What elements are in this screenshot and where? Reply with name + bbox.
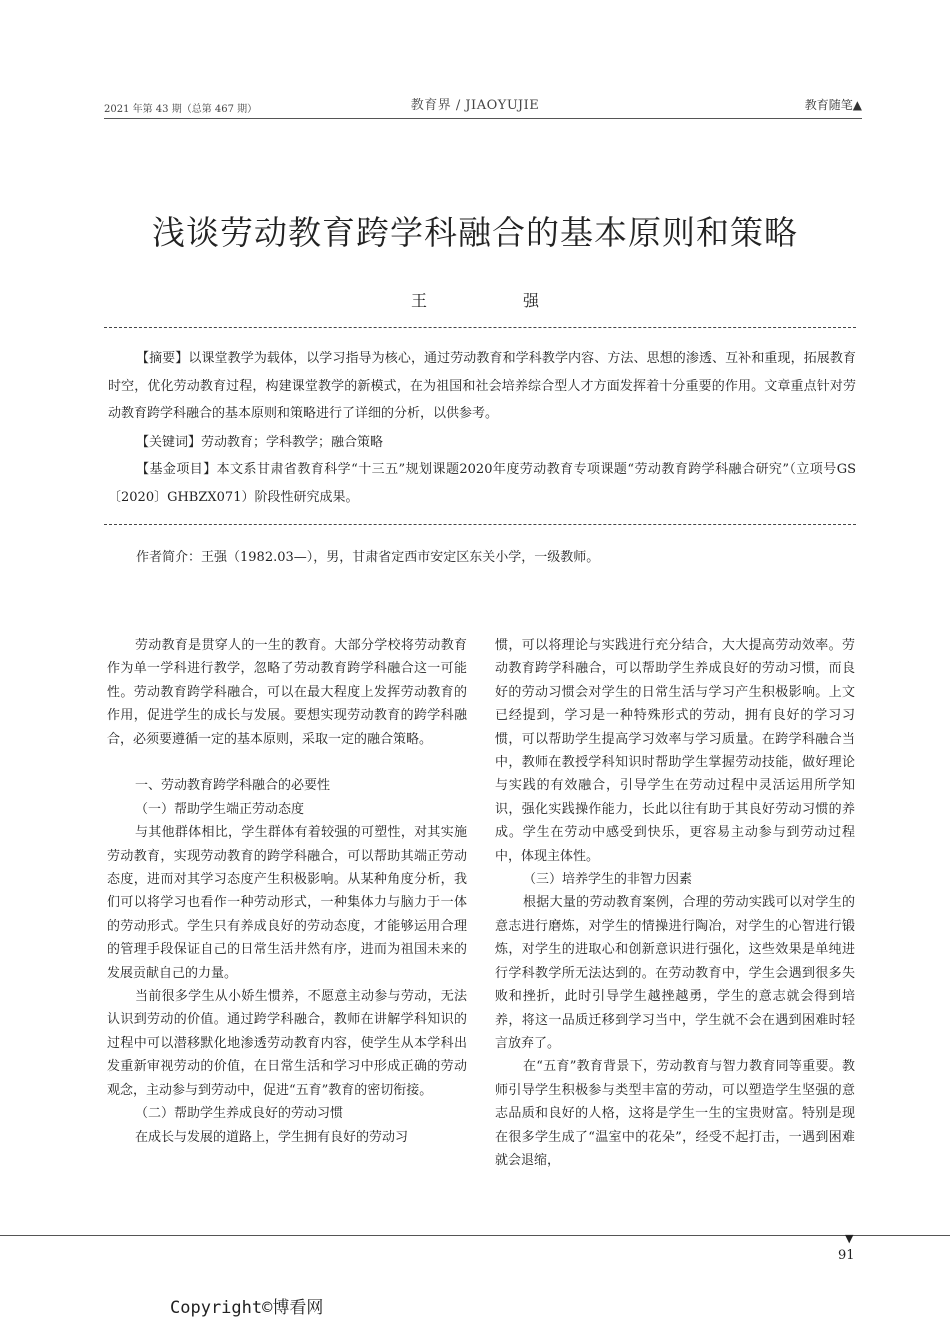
copyright-notice: Copyright©博看网: [170, 1298, 324, 1318]
abstract-top-divider: [104, 327, 856, 328]
body-paragraph: 当前很多学生从小娇生惯养，不愿意主动参与劳动，无法认识到劳动的价值。通过跨学科融合，教师在讲解学科知识的过程中可以潜移默化地渗透劳动教育内容，使学生从本学科出发重新审视劳动的价值，在日常生活和学习中形成正确的劳动观念，主动参与到劳动中，促进“五育”教育的密切衔接。: [107, 989, 467, 1098]
body-paragraph: 根据大量的劳动教育案例，合理的劳动实践可以对学生的意志进行磨炼，对学生的情操进行陶冶，对学生的心智进行锻炼，对学生的进取心和创新意识进行强化，这些效果是单纯进行学科教学所无法达到的。在劳动教育中，学生会遇到很多失败和挫折，此时引导学生越挫越勇，学生的意志就会得到培养，将这一品质迁移到学习当中，学生就不会在遇到困难时轻言放弃了。: [495, 895, 855, 1051]
page-number: 91: [838, 1248, 855, 1263]
body-paragraph: 在成长与发展的道路上，学生拥有良好的劳动习: [135, 1129, 409, 1145]
intro-paragraph: 劳动教育是贯穿人的一生的教育。大部分学校将劳动教育作为单一学科进行教学，忽略了劳动教育跨学科融合这一可能性。劳动教育跨学科融合，可以在最大程度上发挥劳动教育的作用，促进学生的成长与发展。要想实现劳动教育的跨学科融合，必须要遵循一定的基本原则，采取一定的融合策略。: [107, 638, 467, 747]
subsection-heading: （二）帮助学生养成良好的劳动习惯: [135, 1106, 344, 1122]
subsection-heading: （一）帮助学生端正劳动态度: [135, 801, 305, 817]
body-left-column: [107, 634, 467, 1149]
down-triangle-icon: ▼: [845, 1232, 854, 1245]
body-paragraph: 惯，可以将理论与实践进行充分结合，大大提高劳动效率。劳动教育跨学科融合，可以帮助学生养成良好的劳动习惯，而良好的劳动习惯会对学生的日常生活与学习产生积极影响。上文已经提到，学习是一种特殊形式的劳动，拥有良好的学习习惯，可以帮助学生提高学习效率与学习质量。在跨学科融合当中，教师在教授学科知识时帮助学生掌握劳动技能，做好理论与实践的有效融合，引导学生在劳动过程中灵活运用所学知识，强化实践操作能力，长此以往有助于其良好劳动习惯的养成。学生在劳动中感受到快乐，更容易主动参与到劳动过程中，体现主体性。: [495, 638, 855, 864]
section-heading: 一、劳动教育跨学科融合的必要性: [135, 778, 331, 794]
issue-info: 2021 年第 43 期（总第 467 期）: [104, 104, 258, 115]
article-author: 王 强: [410, 291, 579, 310]
journal-name: 教育界 / JIAOYUJIE: [410, 98, 540, 113]
body-paragraph: 与其他群体相比，学生群体有着较强的可塑性，对其实施劳动教育，实现劳动教育的跨学科融合，可以帮助其端正劳动态度，进而对其学习态度产生积极影响。从某种角度分析，我们可以将学习也看作一种劳动形式，一种集体力与脑力于一体的劳动形式。学生只有养成良好的劳动态度，才能够运用合理的管理手段保证自己的日常生活井然有序，进而为祖国未来的发展贡献自己的力量。: [107, 825, 467, 981]
fund-project: 【基金项目】本文系甘肃省教育科学“十三五”规划课题2020年度劳动教育专项课题“劳动教育跨学科融合研究”（立项号GS〔2020〕GHBZX071）阶段性研究成果。: [108, 462, 856, 505]
keywords: 【关键词】劳动教育；学科教学；融合策略: [136, 435, 384, 450]
header-divider: [104, 118, 862, 119]
body-paragraph: 在“五育”教育背景下，劳动教育与智力教育同等重要。教师引导学生积极参与类型丰富的劳动，可以塑造学生坚强的意志品质和良好的人格，这将是学生一生的宝贵财富。特别是现在很多学生成了“温室中的花朵”，经受不起打击，一遇到困难就会退缩，: [495, 1059, 855, 1168]
subsection-heading: （三）培养学生的非智力因素: [523, 872, 693, 888]
footer-divider: [0, 1235, 950, 1236]
body-right-column: [495, 634, 855, 1172]
abstract-bottom-divider: [104, 524, 856, 525]
section-label: 教育随笔▲: [804, 98, 862, 112]
article-title: 浅谈劳动教育跨学科融合的基本原则和策略: [152, 213, 798, 252]
abstract: 【摘要】以课堂教学为载体，以学习指导为核心，通过劳动教育和学科教学内容、方法、思想的渗透、互补和重现，拓展教育时空，优化劳动教育过程，构建课堂教学的新模式，在为祖国和社会培养综合型人才方面发挥着十分重要的作用。文章重点针对劳动教育跨学科融合的基本原则和策略进行了详细的分析，以供参考。: [108, 351, 856, 421]
author-bio: 作者简介：王强（1982.03—），男，甘肃省定西市安定区东关小学，一级教师。: [136, 550, 600, 565]
